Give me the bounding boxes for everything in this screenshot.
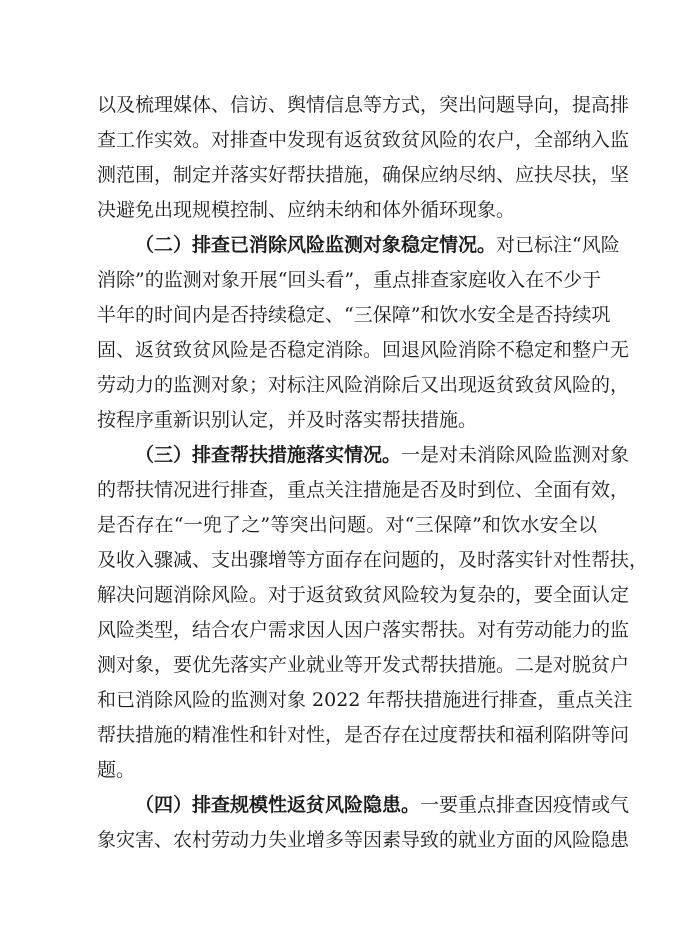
text-line: 解决问题消除风险。对于返贫致贫风险较为复杂的，要全面认定 <box>97 584 630 606</box>
document-body <box>97 88 649 858</box>
text-line: 和已消除风险的监测对象 2022 年帮扶措施进行排查，重点关注 <box>97 689 633 711</box>
text-line: 帮扶措施的精准性和针对性，是否存在过度帮扶和福利陷阱等问 <box>97 724 630 746</box>
paragraph-1 <box>97 88 630 228</box>
text-line: 风险类型，结合农户需求因人因户落实帮扶。对有劳动能力的监 <box>97 619 630 641</box>
text-span: 对已标注“风险 <box>496 234 620 256</box>
text-line: 按程序重新识别认定，并及时落实帮扶措施。 <box>97 409 478 431</box>
paragraph-3 <box>97 438 649 788</box>
text-line: 固、返贫致贫风险是否稳定消除。回退风险消除不稳定和整户无 <box>97 339 630 361</box>
text-line: 查工作实效。对排查中发现有返贫致贫风险的农户，全部纳入监 <box>97 129 630 151</box>
paragraph-2 <box>97 228 630 438</box>
text-line: 及收入骤减、支出骤增等方面存在问题的，及时落实针对性帮扶， <box>97 549 649 571</box>
paragraph-4 <box>97 788 630 858</box>
text-line: 劳动力的监测对象；对标注风险消除后又出现返贫致贫风险的， <box>97 374 630 396</box>
text-line: 题。 <box>97 759 136 781</box>
text-line: 的帮扶情况进行排查，重点关注措施是否及时到位、全面有效， <box>97 479 630 501</box>
text-line <box>97 788 630 823</box>
text-line: 测范围，制定并落实好帮扶措施，确保应纳尽纳、应扶尽扶，坚 <box>97 164 630 186</box>
text-line: 决避免出现规模控制、应纳未纳和体外循环现象。 <box>97 199 516 221</box>
text-line: 以及梳理媒体、信访、舆情信息等方式，突出问题导向，提高排 <box>97 94 630 116</box>
text-span: 一要重点排查因疫情或气 <box>420 794 630 816</box>
section-heading: （三）排查帮扶措施落实情况。 <box>135 444 402 466</box>
section-heading: （四）排查规模性返贫风险隐患。 <box>135 794 421 816</box>
text-line: 象灾害、农村劳动力失业增多等因素导致的就业方面的风险隐患 <box>97 829 630 851</box>
text-line: 测对象，要优先落实产业就业等开发式帮扶措施。二是对脱贫户 <box>97 654 630 676</box>
text-line: 是否存在“一兜了之”等突出问题。对“三保障”和饮水安全以 <box>97 514 597 536</box>
text-line: 半年的时间内是否持续稳定、“三保障”和饮水安全是否持续巩 <box>97 304 611 326</box>
text-line <box>97 228 620 263</box>
text-line: 消除”的监测对象开展“回头看”，重点排查家庭收入在不少于 <box>97 269 602 291</box>
section-heading: （二）排查已消除风险监测对象稳定情况。 <box>135 234 497 256</box>
text-span: 一是对未消除风险监测对象 <box>401 444 630 466</box>
text-line <box>97 438 630 473</box>
